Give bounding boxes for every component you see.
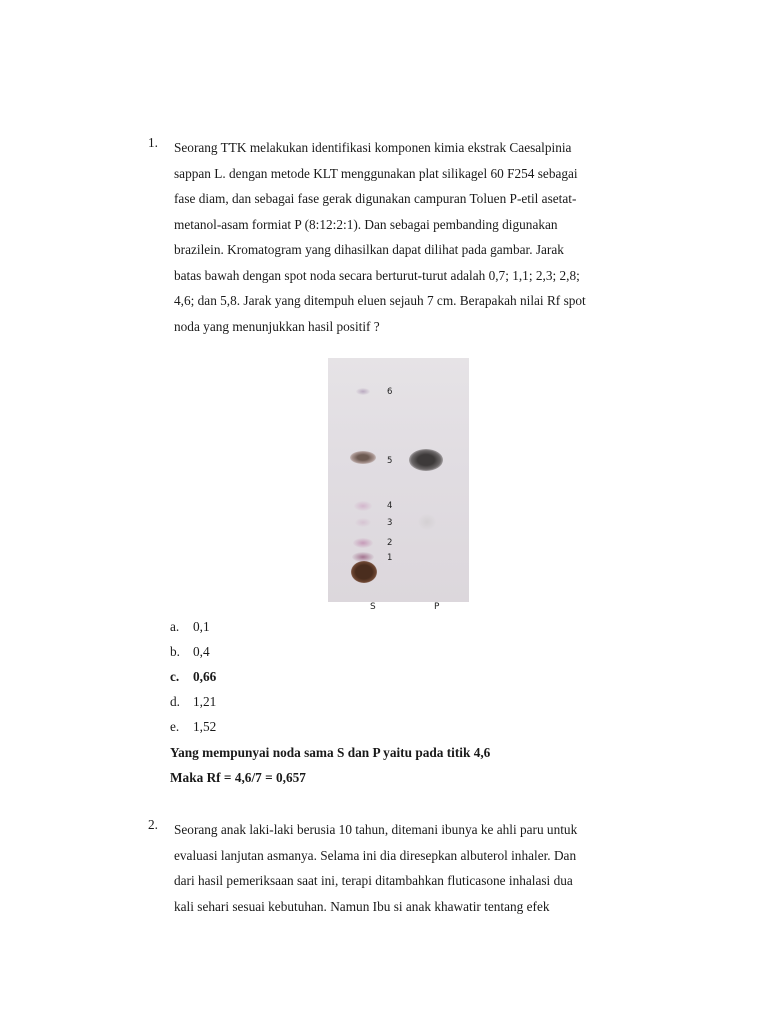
answer-explanation — [170, 740, 490, 790]
question-1-line: fase diam, dan sebagai fase gerak digunakan campuran Toluen P-etil asetat- — [174, 191, 577, 206]
option-value: 1,52 — [193, 719, 217, 734]
question-1-line: sappan L. dengan metode KLT menggunakan plat silikagel 60 F254 sebagai — [174, 165, 578, 181]
option-value: 0,66 — [193, 669, 217, 684]
lane-label-p: P — [434, 602, 440, 612]
question-2-text — [174, 817, 658, 919]
question-2-line: dari hasil pemeriksaan saat ini, terapi ditambahkan fluticasone inhalasi dua — [174, 873, 573, 888]
question-1-line: noda yang menunjukkan hasil positif ? — [174, 318, 380, 334]
spot-s-3 — [355, 518, 371, 527]
option-e — [170, 714, 216, 739]
option-c — [170, 664, 216, 689]
option-letter: a. — [170, 619, 180, 634]
answer-line-1: Yang mempunyai noda sama S dan P yaitu pada titik 4,6 — [170, 745, 491, 760]
spot-s-4 — [354, 501, 372, 511]
question-1-number: 1. — [148, 135, 158, 150]
option-b — [170, 639, 216, 664]
spot-s-5 — [350, 451, 376, 464]
spot-s-6 — [356, 388, 370, 395]
question-2-line: kali sehari sesuai kebutuhan. Namun Ibu si anak khawatir tentang efek — [174, 898, 550, 914]
spot-label-5: 5 — [387, 456, 393, 466]
spot-p-5 — [409, 449, 443, 471]
question-1-line: brazilein. Kromatogram yang dihasilkan dapat dilihat pada gambar. Jarak — [174, 242, 564, 257]
option-value: 0,1 — [193, 619, 210, 634]
spot-label-2: 2 — [387, 538, 393, 548]
tlc-plate — [328, 358, 469, 602]
question-2-line: Seorang anak laki-laki berusia 10 tahun, ditemani ibunya ke ahli paru untuk — [174, 822, 578, 837]
answer-line-2: Maka Rf = 4,6/7 = 0,657 — [170, 770, 306, 785]
option-letter: d. — [170, 694, 180, 709]
question-2-number: 2. — [148, 817, 158, 832]
option-value: 1,21 — [193, 694, 217, 709]
question-1 — [150, 135, 658, 339]
spot-label-1: 1 — [387, 553, 393, 563]
option-letter: c. — [170, 669, 180, 684]
lane-label-s: S — [370, 602, 376, 612]
spot-label-4: 4 — [387, 501, 393, 511]
option-letter: b. — [170, 644, 180, 659]
option-letter: e. — [170, 719, 180, 734]
question-1-text — [174, 135, 658, 339]
spot-p-faint — [418, 514, 436, 530]
question-2 — [150, 817, 658, 919]
question-1-line: metanol-asam formiat P (8:12:2:1). Dan sebagai pembanding digunakan — [174, 216, 558, 232]
chromatogram-figure — [328, 358, 469, 620]
question-1-line: batas bawah dengan spot noda secara berturut-turut adalah 0,7; 1,1; 2,3; 2,8; — [174, 267, 580, 283]
question-1-line: Seorang TTK melakukan identifikasi komponen kimia ekstrak Caesalpinia — [174, 140, 572, 155]
question-1-line: 4,6; dan 5,8. Jarak yang ditempuh eluen sejauh 7 cm. Berapakah nilai Rf spot — [174, 293, 586, 308]
spot-s-origin — [351, 561, 377, 583]
option-value: 0,4 — [193, 644, 210, 659]
answer-options — [170, 614, 216, 739]
spot-s-2 — [353, 538, 373, 548]
spot-label-6: 6 — [387, 387, 393, 397]
option-d — [170, 689, 216, 714]
question-2-line: evaluasi lanjutan asmanya. Selama ini dia diresepkan albuterol inhaler. Dan — [174, 847, 577, 863]
option-a — [170, 614, 216, 639]
spot-label-3: 3 — [387, 518, 393, 528]
